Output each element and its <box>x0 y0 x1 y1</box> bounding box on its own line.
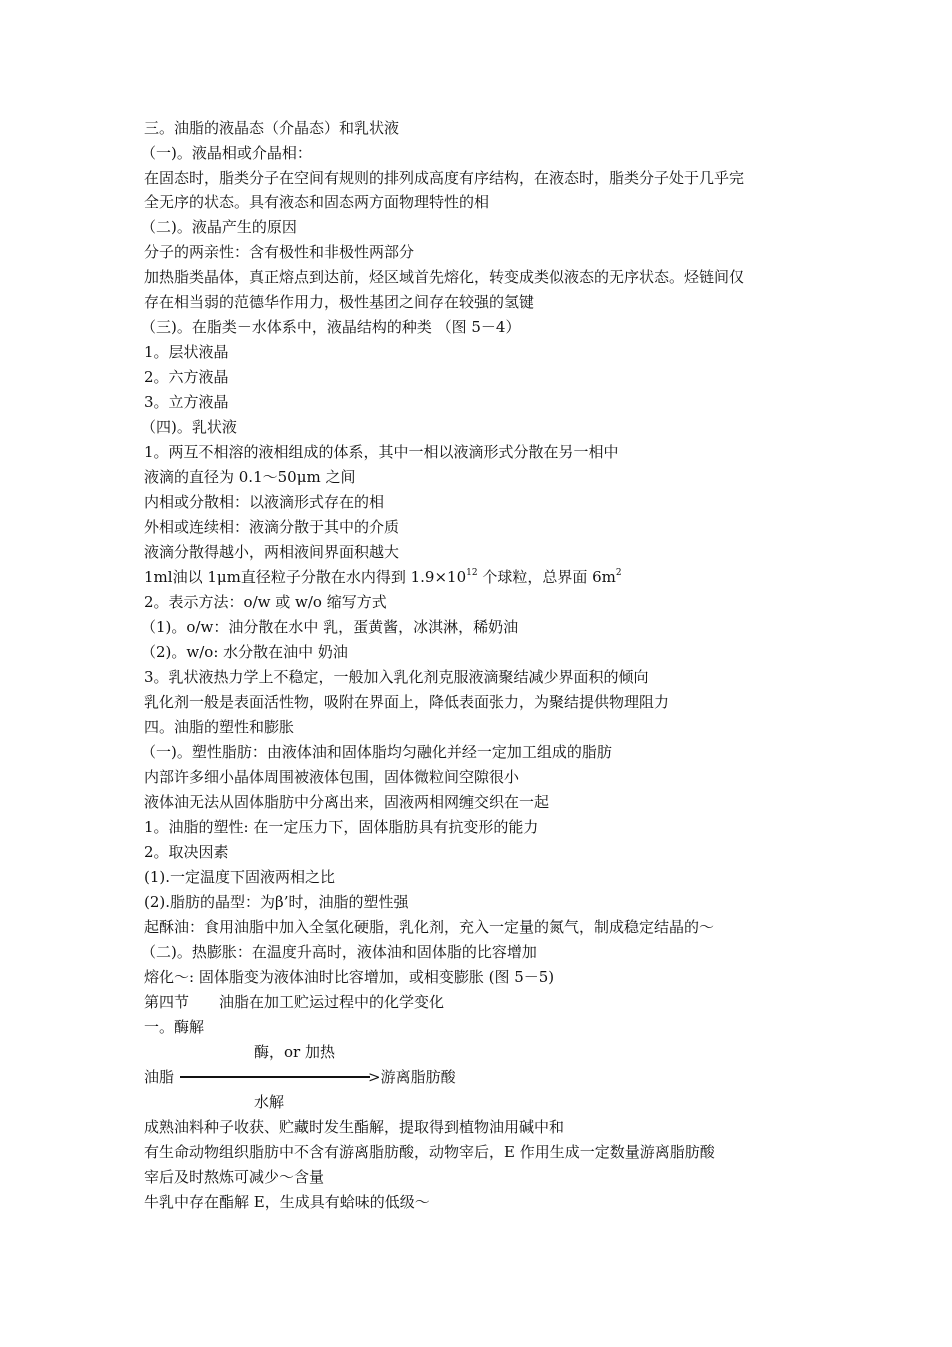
text-line: (2).脂肪的晶型：为β’时，油脂的塑性强 <box>144 893 409 911</box>
text-line: 1。油脂的塑性: 在一定压力下，固体脂肪具有抗变形的能力 <box>144 818 539 836</box>
reaction-arrow <box>180 1076 370 1078</box>
text-line: 2。取决因素 <box>144 843 229 861</box>
subsection-heading: （四)。乳状液 <box>141 418 237 436</box>
reaction-product: >游离脂肪酸 <box>368 1068 456 1086</box>
text-line: 全无序的状态。具有液态和固态两方面物理特性的相 <box>144 193 490 211</box>
reaction-condition-below: 水解 <box>254 1093 285 1111</box>
text-line: 乳化剂一般是表面活性物，吸附在界面上，降低表面张力，为聚结提供物理阻力 <box>144 693 670 711</box>
subsection-heading: （三)。在脂类－水体系中，液晶结构的种类 （图 5－4） <box>141 318 521 336</box>
section-heading: 四。油脂的塑性和膨胀 <box>144 718 295 736</box>
text-line: 外相或连续相：液滴分散于其中的介质 <box>144 518 400 536</box>
text-line: 存在相当弱的范德华作用力，极性基团之间存在较强的氢键 <box>144 293 535 311</box>
text-line-superscript <box>144 568 622 586</box>
section-heading: 一。酶解 <box>144 1018 205 1036</box>
text-line: 液滴分散得越小，两相液间界面积越大 <box>144 543 400 561</box>
text-main: 1ml油以 1μm直径粒子分散在水内得到 1.9×10 <box>144 568 467 586</box>
text-line: 2。表示方法：o/w 或 w/o 缩写方式 <box>144 593 387 611</box>
text-line: 有生命动物组织脂肪中不含有游离脂肪酸，动物宰后，E 作用生成一定数量游离脂肪酸 <box>144 1143 715 1161</box>
chapter-heading: 第四节 油脂在加工贮运过程中的化学变化 <box>144 993 445 1011</box>
subsection-heading: （一)。塑性脂肪：由液体油和固体脂均匀融化并经一定加工组成的脂肪 <box>141 743 612 761</box>
text-line: 成熟油料种子收获、贮藏时发生酯解，提取得到植物油用碱中和 <box>144 1118 565 1136</box>
text-line: 分子的两亲性：含有极性和非极性两部分 <box>144 243 415 261</box>
subsection-heading: （一)。液晶相或介晶相： <box>141 144 312 162</box>
text-line: 液滴的直径为 0.1～50μm 之间 <box>144 468 356 486</box>
text-line: （2)。w/o: 水分散在油中 奶油 <box>141 643 348 661</box>
text-mid: 个球粒，总界面 6m <box>477 568 616 586</box>
reaction-reactant: 油脂 <box>144 1068 175 1086</box>
list-item: 3。立方液晶 <box>144 393 229 411</box>
text-line: 牛乳中存在酯解 E，生成具有蛤味的低级～ <box>144 1193 430 1211</box>
list-item: 1。层状液晶 <box>144 343 229 361</box>
text-line: 在固态时，脂类分子在空间有规则的排列成高度有序结构，在液态时，脂类分子处于几乎完 <box>144 169 745 187</box>
text-line: 内部许多细小晶体周围被液体包围，固体微粒间空隙很小 <box>144 768 520 786</box>
section-heading: 三。油脂的液晶态（介晶态）和乳状液 <box>144 119 400 137</box>
superscript-exponent: 12 <box>466 568 478 578</box>
text-line: （1)。o/w：油分散在水中 乳，蛋黄酱，冰淇淋，稀奶油 <box>141 618 519 636</box>
text-line: (1).一定温度下固液两相之比 <box>144 868 336 886</box>
subsection-heading: （二)。液晶产生的原因 <box>141 218 297 236</box>
text-line: 3。乳状液热力学上不稳定，一般加入乳化剂克服液滴聚结减少界面积的倾向 <box>144 668 649 686</box>
list-item: 2。六方液晶 <box>144 368 229 386</box>
text-line: 起酥油：食用油脂中加入全氢化硬脂，乳化剂，充入一定量的氮气，制成稳定结晶的～ <box>144 918 715 936</box>
text-line: 液体油无法从固体脂肪中分离出来，固液两相网缠交织在一起 <box>144 793 550 811</box>
reaction-condition-above: 酶，or 加热 <box>254 1043 335 1061</box>
text-line: 熔化～: 固体脂变为液体油时比容增加，或相变膨胀 (图 5－5) <box>144 968 555 986</box>
text-line: 1。两互不相溶的液相组成的体系，其中一相以液滴形式分散在另一相中 <box>144 443 619 461</box>
text-line: 内相或分散相：以液滴形式存在的相 <box>144 493 385 511</box>
text-line: 加热脂类晶体，真正熔点到达前，烃区域首先熔化，转变成类似液态的无序状态。烃链间仅 <box>144 268 745 286</box>
subsection-heading: （二)。热膨胀：在温度升高时，液体油和固体脂的比容增加 <box>141 943 537 961</box>
superscript-unit: 2 <box>615 568 622 578</box>
text-line: 宰后及时熬炼可减少～含量 <box>144 1168 325 1186</box>
